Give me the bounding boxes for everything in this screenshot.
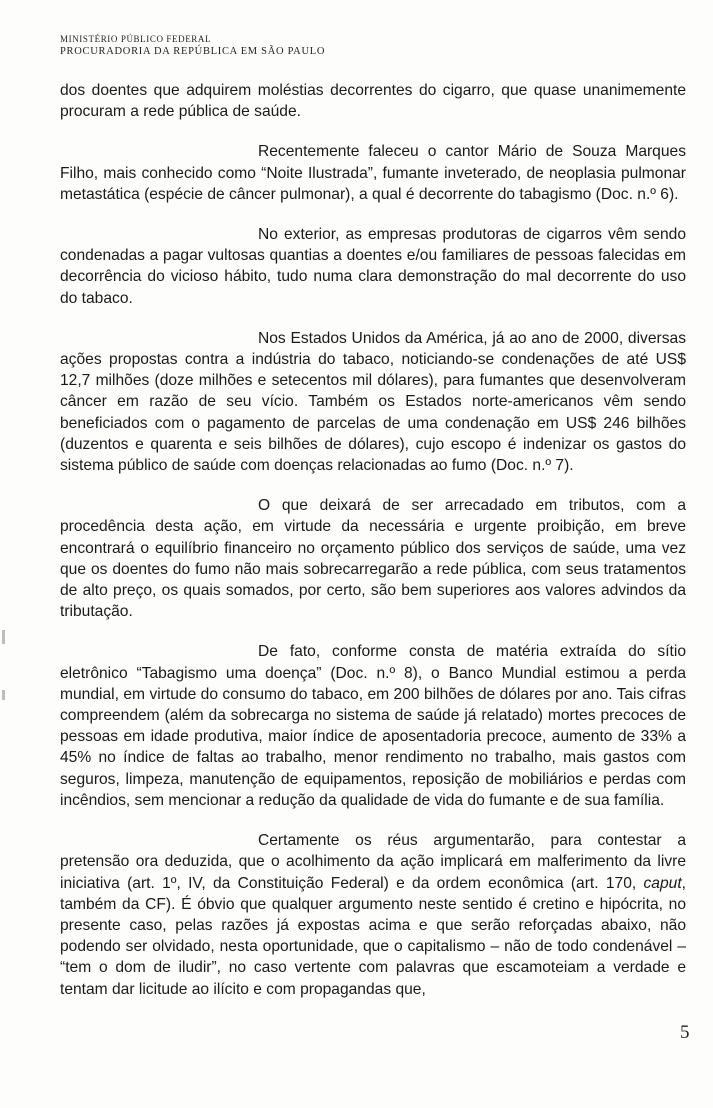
paragraph-tributos: O que deixará de ser arrecadado em tributos, com a procedência desta ação, em virtude da necessária e urgente proibição, em breve encontrará o equilíbrio financeiro no orçamento público dos serviços de saúde, uma vez que os doentes do fumo não mais sobrecarregarão a rede pública, com seus tratamentos de alto preço, os quais somados, por certo, são bem superiores aos valores advindos da tributação. xyxy=(60,497,686,621)
caput-italic: caput xyxy=(643,874,682,892)
page-number: 5 xyxy=(680,1022,690,1043)
letterhead-office: PROCURADORIA DA REPÚBLICA EM SÃO PAULO xyxy=(60,46,326,57)
paragraph-text-part: Certamente os réus argumentarão, para contestar a pretensão ora deduzida, que o acolhimento da ação implicará em malferimento da livre iniciativa (art. 1º, IV, da Constituição Federal) e da ordem econômica (art. 170, xyxy=(60,832,686,892)
paragraph-continuation: dos doentes que adquirem moléstias decorrentes do cigarro, que quase unanimemente procuram a rede pública de saúde. xyxy=(60,82,686,121)
document-body xyxy=(60,80,686,1019)
paragraph-eua: Nos Estados Unidos da América, já ao ano de 2000, diversas ações propostas contra a indústria do tabaco, noticiando-se condenações de até US$ 12,7 milhões (doze milhões e setecentos mil dólares), para fumantes que desenvolveram câncer em razão de seu vício. Também os Estados norte-americanos vêm sendo beneficiados com o pagamento de parcelas de uma condenação em US$ 246 bilhões (duzentos e quarenta e seis bilhões de dólares), cujo escopo é indenizar os gastos do sistema público de saúde com doenças relacionadas ao fumo (Doc. n.º 7). xyxy=(60,329,686,475)
paragraph-reus-argumentarao xyxy=(60,830,686,1000)
letterhead-ministry: MINISTÉRIO PÚBLICO FEDERAL xyxy=(60,34,212,44)
paragraph-banco-mundial: De fato, conforme consta de matéria extraída do sítio eletrônico “Tabagismo uma doença” (Doc. n.º 8), o Banco Mundial estimou a perda mundial, em virtude do consumo do tabaco, em 200 bilhões de dólares por ano. Tais cifras compreendem (além da sobrecarga no sistema de saúde já relatado) mortes precoces de pessoas em idade produtiva, maior índice de aposentadoria precoce, aumento de 33% a 45% no índice de faltas ao trabalho, menor rendimento no trabalho, mais gastos com seguros, limpeza, manutenção de equipamentos, reposição de mobiliários e perdas com incêndios, sem mencionar a redução da qualidade de vida do fumante e de sua família. xyxy=(60,643,686,809)
paragraph-noite-ilustrada: Recentemente faleceu o cantor Mário de Souza Marques Filho, mais conhecido como “Noite Ilustrada”, fumante inveterado, de neoplasia pulmonar metastática (espécie de câncer pulmonar), a qual é decorrente do tabagismo (Doc. n.º 6). xyxy=(60,143,686,203)
paragraph-exterior: No exterior, as empresas produtoras de cigarros vêm sendo condenadas a pagar vultosas quantias a doentes e/ou familiares de pessoas falecidas em decorrência do vicioso hábito, tudo numa clara demonstração do mal decorrente do uso do tabaco. xyxy=(60,226,686,307)
scan-edge-mark xyxy=(2,630,5,644)
paragraph-text-part: , também da CF). É óbvio que qualquer argumento neste sentido é cretino e hipócrita, no presente caso, pelas razões já expostas acima e que serão reforçadas abaixo, não podendo ser olvidado, nesta oportunidade, que o capitalismo – não de todo condenável – “tem o dom de iludir”, no caso vertente com palavras que escamoteiam a verdade e tentam dar licitude ao ilícito e com propagandas que, xyxy=(60,874,686,998)
scan-edge-mark xyxy=(2,690,5,700)
letterhead xyxy=(60,34,325,58)
